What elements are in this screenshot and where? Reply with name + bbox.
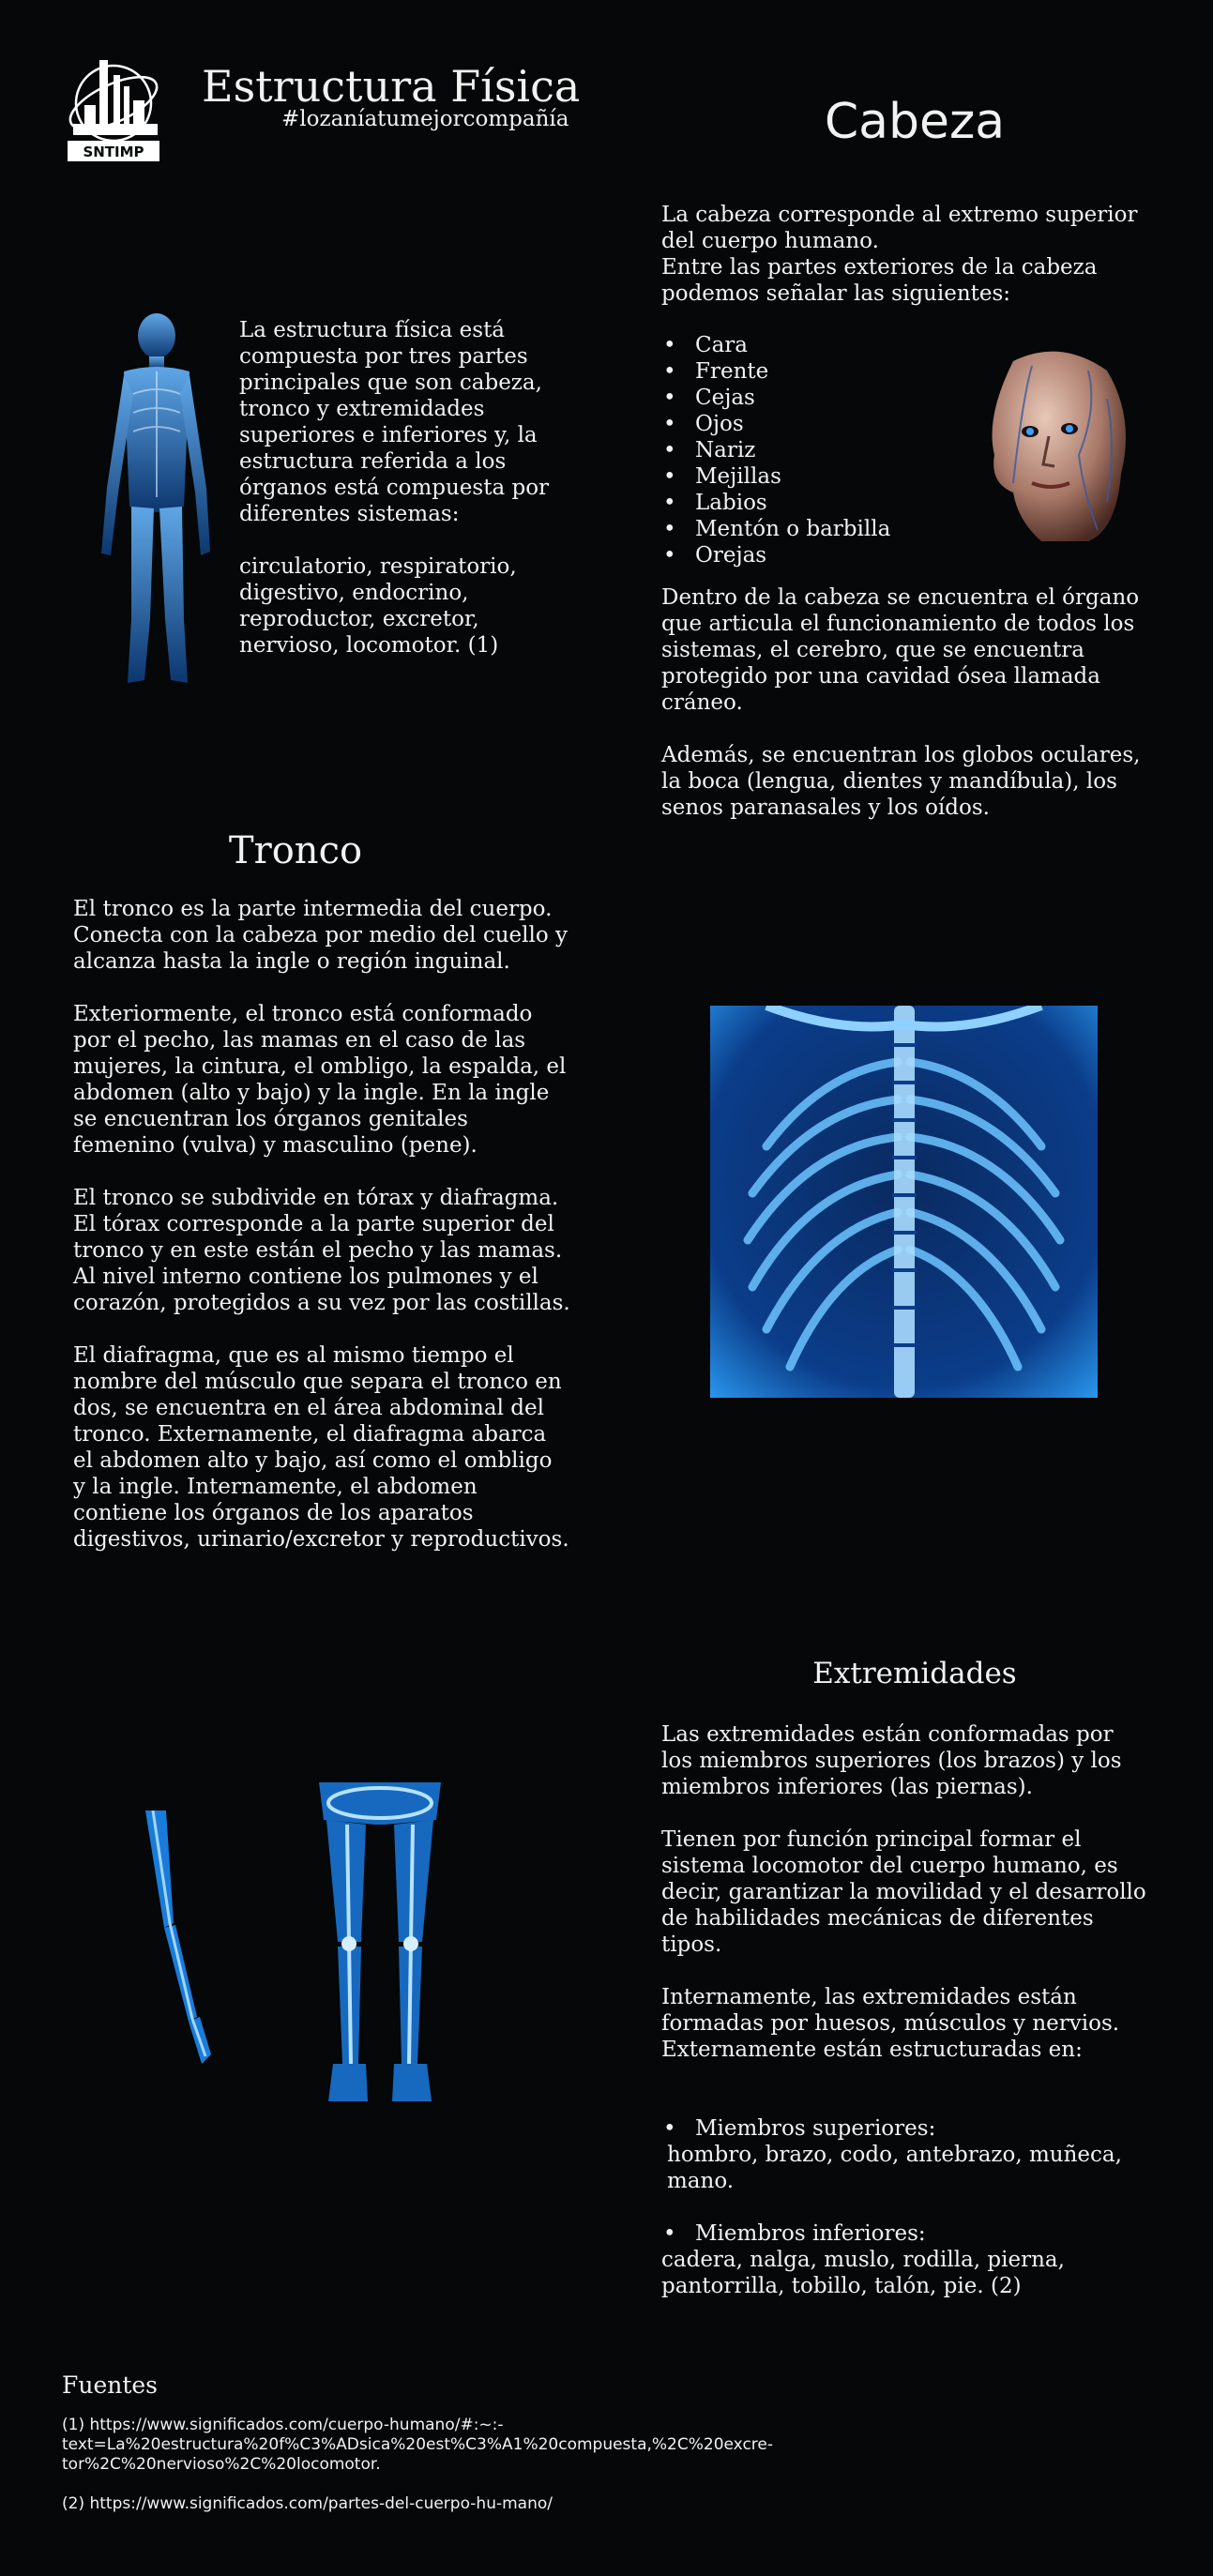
source-link[interactable]: (1) https://www.significados.com/cuerpo-humano/#:~:-text=La%20estructura%20f%C3%ADsica%20est%C3%A1%20compuesta,%2C%20excre-tor%2C%20nervioso%2C%20locomotor.: [62, 2416, 774, 2474]
hashtag: #lozaníatumejorcompañía: [281, 107, 569, 131]
lower-limbs-list: [661, 2220, 1149, 2247]
tronco-paragraph: Exteriormente, el tronco está conformado por el pecho, las mamas en el caso de las mujeres, la cintura, el ombligo, la espalda, el abdomen (alto y bajo) y la ingle. En la ingle se encuentran los órganos genitales femenino (vulva) y masculino (pene).: [73, 1002, 567, 1158]
body-xray-figure: [86, 310, 222, 694]
list-item: • Ojos: [661, 411, 905, 437]
list-item: • Mejillas: [661, 463, 905, 490]
list-item: • Cara: [661, 332, 905, 358]
cabeza-paragraph: Además, se encuentran los globos oculares, la boca (lengua, dientes y mandíbula), los senos paranasales y los oídos.: [661, 743, 1141, 820]
sources-title: Fuentes: [62, 2371, 159, 2399]
chest-xray-figure: [710, 1006, 1098, 1398]
extremidades-text: [661, 1721, 1149, 2299]
head-parts-list: [661, 332, 905, 568]
cabeza-intro: [661, 202, 1149, 307]
lower-limbs-parts: cadera, nalga, muslo, rodilla, pierna, pantorrilla, tobillo, talón, pie. (2): [661, 2248, 1065, 2298]
tronco-paragraph: El tronco se subdivide en tórax y diafragma. El tórax corresponde a la parte superior del tronco y en este están el pecho y las mamas. Al nivel interno contiene los pulmones y el corazón, protegidos a su vez por las costillas.: [73, 1186, 570, 1315]
list-item: • Miembros superiores:: [661, 2115, 1149, 2142]
cabeza-paragraph: Entre las partes exteriores de la cabeza podemos señalar las siguientes:: [661, 255, 1098, 306]
list-item: • Frente: [661, 358, 905, 385]
list-item: • Mentón o barbilla: [661, 516, 905, 542]
upper-limbs-parts: hombro, brazo, codo, antebrazo, muñeca, mano.: [667, 2143, 1122, 2193]
sources-list: [62, 2416, 774, 2514]
cabeza-paragraph: La cabeza corresponde al extremo superior del cuerpo humano.: [661, 203, 1138, 253]
section-title-extremidades: Extremidades: [812, 1657, 1017, 1690]
sntimp-logo: [62, 49, 167, 165]
intro-text: [239, 317, 556, 659]
source-link[interactable]: (2) https://www.significados.com/partes-del-cuerpo-hu-mano/: [62, 2494, 553, 2513]
section-title-tronco: Tronco: [228, 829, 363, 872]
cabeza-details: [661, 584, 1149, 821]
legs-xray-figure: [310, 1782, 450, 2106]
list-item: • Labios: [661, 490, 905, 516]
list-item: • Cejas: [661, 385, 905, 411]
tronco-paragraph: El diafragma, que es al mismo tiempo el nombre del músculo que separa el tronco en dos, se encuentra en el área abdominal del tronco. Externamente, el diafragma abarca el abdomen alto y bajo, así como el ombligo y la ingle. Internamente, el abdomen contiene los órganos de los aparatos digestivos, urinario/excretor y reproductivos.: [73, 1343, 569, 1552]
section-title-cabeza: Cabeza: [824, 94, 1006, 150]
cabeza-paragraph: Dentro de la cabeza se encuentra el órgano que articula el funcionamiento de todos los sistemas, el cerebro, que se encuentra protegido por una cavidad ósea llamada cráneo.: [661, 585, 1140, 715]
extremidades-paragraph: Tienen por función principal formar el sistema locomotor del cuerpo humano, es decir, garantizar la movilidad y el desarrollo de habilidades mecánicas de diferentes tipos.: [661, 1827, 1146, 1957]
arm-xray-figure: [145, 1811, 230, 2111]
svg-text:SNTIMP: SNTIMP: [83, 144, 144, 160]
intro-systems: circulatorio, respiratorio, digestivo, endocrino, reproductor, excretor, nervioso, locomotor. (1): [239, 554, 517, 658]
list-item: • Nariz: [661, 437, 905, 463]
list-item: • Miembros inferiores:: [661, 2220, 1149, 2247]
list-item: • Orejas: [661, 542, 905, 568]
tronco-paragraph: El tronco es la parte intermedia del cuerpo. Conecta con la cabeza por medio del cuello y alcanza hasta la ingle o región inguinal.: [73, 897, 569, 974]
tronco-text: [73, 896, 570, 1553]
page-title: Estructura Física: [202, 61, 581, 112]
extremidades-paragraph: Internamente, las extremidades están formadas por huesos, músculos y nervios. Externamente están estructuradas en:: [661, 1985, 1120, 2062]
extremidades-paragraph: Las extremidades están conformadas por los miembros superiores (los brazos) y los miembros inferiores (las piernas).: [661, 1722, 1122, 1799]
anatomy-head-figure: [976, 342, 1135, 544]
intro-paragraph: La estructura física está compuesta por tres partes principales que son cabeza, tronco y extremidades superiores e inferiores y, la estructura referida a los órganos está compuesta por diferentes sistemas:: [239, 318, 550, 526]
upper-limbs-list: [661, 2115, 1149, 2142]
